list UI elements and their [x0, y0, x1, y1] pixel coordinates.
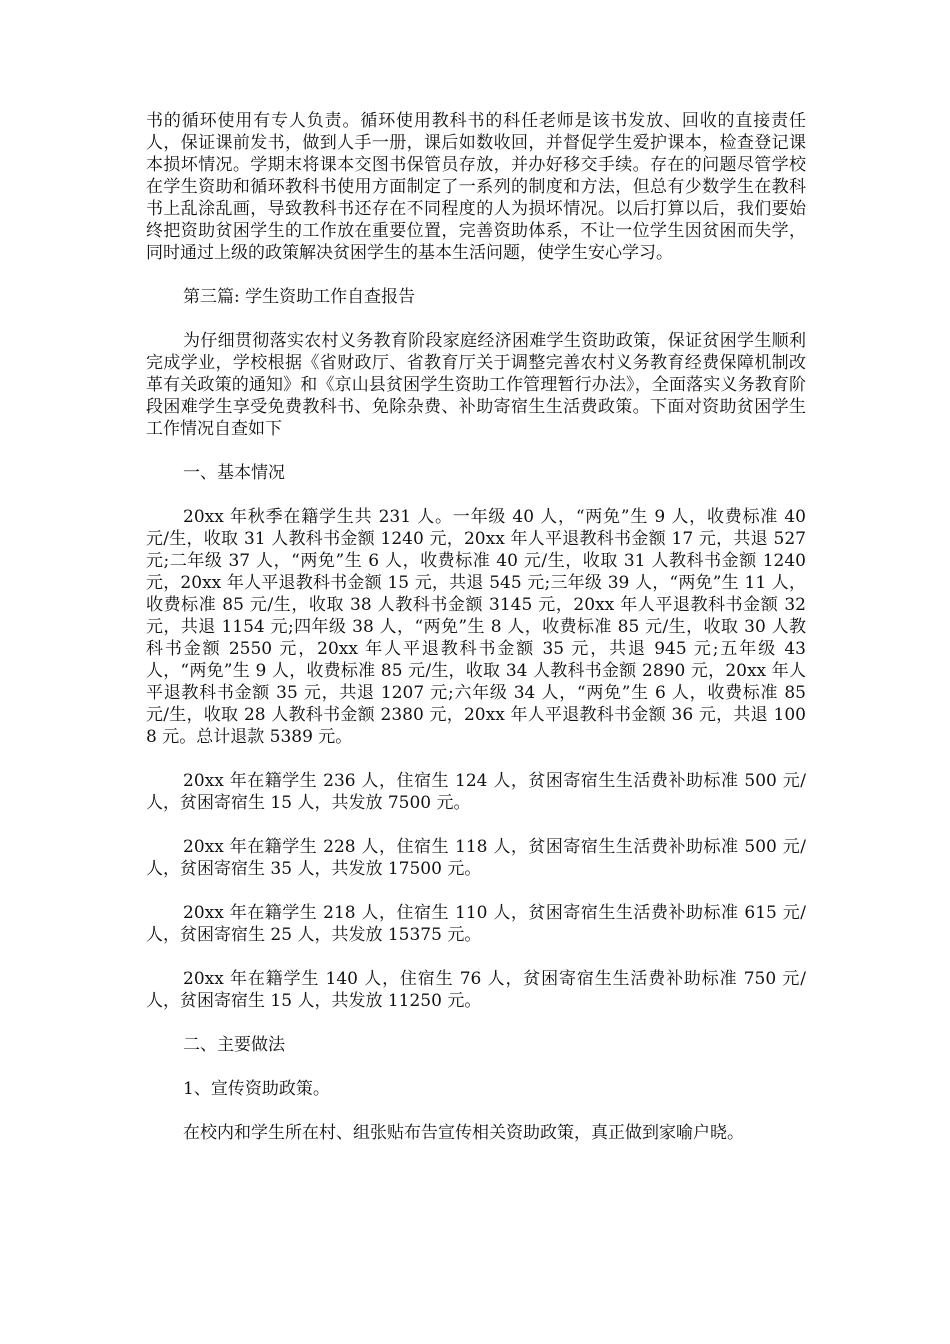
heading-basic-situation: 一、基本情况 [183, 463, 285, 483]
paragraph-textbook-recycling: 书的循环使用有专人负责。循环使用教科书的科任老师是该书发放、回收的直接责任人，保证课前发书，做到人手一册，课后如数收回，并督促学生爱护课本，检查登记课本损坏情况。学期末将课本交图书保管员存放，并办好移交手续。存在的问题尽管学校在学生资助和循环教科书使用方面制定了一系列的制度和方法，但总有少数学生在教科书上乱涂乱画，导致教科书还存在不同程度的人为损坏情况。以后打算以后，我们要始终把资助贫困学生的工作放在重要位置，完善资助体系，不让一位学生因贫困而失学，同时通过上级的政策解决贫困学生的基本生活问题，使学生安心学习。 [146, 111, 806, 263]
heading-publicize-policy: 1、宣传资助政策。 [183, 1079, 330, 1099]
section-title-part-three: 第三篇: 学生资助工作自查报告 [183, 287, 416, 307]
paragraph-boarding-subsidy-4: 20xx 年在籍学生 140 人，住宿生 76 人，贫困寄宿生生活费补助标准 750 元/人，贫困寄宿生 15 人，共发放 11250 元。 [146, 969, 806, 1011]
paragraph-publicity: 在校内和学生所在村、组张贴布告宣传相关资助政策，真正做到家喻户晓。 [183, 1123, 744, 1143]
paragraph-boarding-subsidy-1: 20xx 年在籍学生 236 人，住宿生 124 人，贫困寄宿生生活费补助标准 500 元/人，贫困寄宿生 15 人，共发放 7500 元。 [146, 771, 806, 813]
heading-main-practices: 二、主要做法 [183, 1035, 285, 1055]
paragraph-enrollment-details: 20xx 年秋季在籍学生共 231 人。一年级 40 人，“两免”生 9 人，收费标准 40 元/生，收取 31 人教科书金额 1240 元，20xx 年人平退教科书金额 17 元，共退 527 元;二年级 37 人，“两免”生 6 人，收费标准 40 元/生，收取 31 人教科书金额 1240 元，20xx 年人平退教科书金额 15 元，共退 545 元;三年级 39 人，“两免”生 11 人，收费标准 85 元/生，收取 38 人教科书金额 3145 元，20xx 年人平退教科书金额 32 元，共退 1154 元;四年级 38 人，“两免”生 8 人，收费标准 85 元/生，收取 30 人教科书金额 2550 元，20xx 年人平退教科书金额 35 元，共退 945 元;五年级 43 人，“两免”生 9 人，收费标准 85 元/生，收取 34 人教科书金额 2890 元，20xx 年人平退教科书金额 35 元，共退 1207 元;六年级 34 人，“两免”生 6 人，收费标准 85 元/生，收取 28 人教科书金额 2380 元，20xx 年人平退教科书金额 36 元，共退 1008 元。总计退款 5389 元。 [146, 507, 806, 747]
paragraph-introduction: 为仔细贯彻落实农村义务教育阶段家庭经济困难学生资助政策，保证贫困学生顺利完成学业，学校根据《省财政厅、省教育厅关于调整完善农村义务教育经费保障机制改革有关政策的通知》和《京山县贫困学生资助工作管理暂行办法》，全面落实义务教育阶段困难学生享受免费教科书、免除杂费、补助寄宿生生活费政策。下面对资助贫困学生工作情况自查如下 [146, 331, 806, 439]
paragraph-boarding-subsidy-3: 20xx 年在籍学生 218 人，住宿生 110 人，贫困寄宿生生活费补助标准 615 元/人，贫困寄宿生 25 人，共发放 15375 元。 [146, 903, 806, 945]
paragraph-boarding-subsidy-2: 20xx 年在籍学生 228 人，住宿生 118 人，贫困寄宿生生活费补助标准 500 元/人，贫困寄宿生 35 人，共发放 17500 元。 [146, 837, 806, 879]
document-page [146, 110, 806, 1166]
